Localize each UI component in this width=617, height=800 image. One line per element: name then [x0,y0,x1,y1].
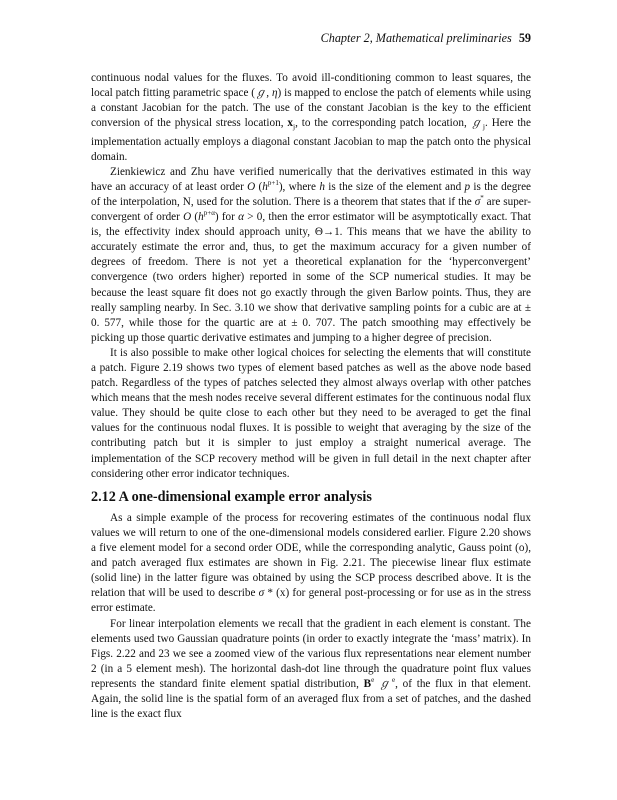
text-run: h [198,211,204,224]
text-run: is the degree of the interpolation, N, used for the solution. There is a theorem that states that if the [91,180,531,208]
paragraph-group-2 [91,511,531,722]
text-run: ℊ, η [255,87,278,100]
text-run: ), where [278,180,320,193]
text-run: α [238,211,244,224]
text-run: ℊ [374,677,393,690]
paragraph-p3 [91,346,531,482]
page-number: 59 [518,31,531,45]
text-run: Zienkiewicz and Zhu have verified numerically that the derivatives estimated in this way have an accuracy of at least order [91,165,531,193]
section-heading: 2.12 A one-dimensional example error analysis [91,488,372,505]
text-run: O [247,180,256,193]
text-run: B [363,677,372,690]
paragraph-p1 [91,71,531,165]
chapter-title: Chapter 2, Mathematical preliminaries [320,31,512,45]
text-run: e [392,675,396,684]
body-text [91,71,531,722]
text-run: > 0, then the error estimator will be asymptotically exact. That is, the effectivity index should approach unity, Θ→1. This means that we have the ability to accurately estimate the error and, thus, to get the maximum accuracy for a given number of degrees of freedom. There is not yet a theoretical explanation for the ‘hyperconvergent’ convergence (two orders higher) reported in some of the SCP numerical studies. It may be because the least square fit does not go exactly through the given Barlow points. Thus, they are really sampling nearby. In Sec. 3.10 we show that derivative sampling points for a cubic are at ± 0. 577, while those for the quartic are at ± 0. 707. The patch smoothing may effectively be picking up those quartic derivative estimates and jumping to a higher degree of precision. [91,211,531,344]
text-run: ℊ [470,117,483,130]
text-run: ( [255,180,263,193]
text-run: continuous nodal values for the fluxes. To avoid ill-conditioning common to least squares, the local patch fitting parametric space ( [91,72,531,100]
text-run: . Here the implementation actually employs a diagonal constant Jacobian to map the patch onto the physical domain. [91,117,531,163]
text-run: For linear interpolation elements we recall that the gradient in each element is constant. The elements used two Gaussian quadrature points (in order to exactly integrate the ‘mass’ matrix). In Figs. 2.22 and 23 we see a zoomed view of the various flux representations near element number 2 (in a 5 element mesh). The horizontal dash-dot line through the quadrature point flux values represents the standard finite element spatial distribution, [91,617,531,690]
text-run: O [183,211,192,224]
text-run: j [292,122,296,132]
text-run: p+1 [267,178,279,187]
text-run: σ [474,195,481,208]
text-run: * [480,193,484,202]
text-run: , to the corresponding patch location, [295,117,471,130]
text-run: j [482,122,486,132]
paragraph-group-1 [91,71,531,482]
text-run: ) for [214,211,239,224]
text-run: is the size of the element and [324,180,465,193]
text-run: ( [191,211,199,224]
text-run: It is also possible to make other logical choices for selecting the elements that will constitute a patch. Figure 2.19 shows two types of element based patches as well as the above node based patch. Regardless of the types of patches selected they almost always overlap with other patches which means that the mesh nodes receive several different estimates for the continuous nodal flux value. They should be quite close to each other but they need to be averaged to get the final values for the continuous nodal fluxes. It is possible to weight that averaging by the size of the contributing patch but it is simpler to just employ a straight numerical average. The implementation of the SCP recovery method will be given in full detail in the next chapter after considering other error indicator techniques. [91,346,531,480]
paragraph-p5 [91,617,531,723]
running-header [321,31,531,46]
text-run: h [319,180,325,193]
text-run: * (x) for general post-processing or for use as in the stress error estimate. [91,587,531,615]
text-run: ) is mapped to enclose the patch of elements while using a constant Jacobian for the patch. The use of the constant Jacobian is the key to the efficient conversion of the physical stress location, [91,87,531,130]
text-run: , of the flux in that element. Again, the solid line is the spatial form of an averaged flux from a set of patches, and the dashed line is the exact flux [91,677,531,721]
text-run: p [464,180,471,193]
text-run: e [371,675,375,684]
paragraph-p2 [91,165,531,346]
text-run: As a simple example of the process for recovering estimates of the continuous nodal flux values we will return to one of the one-dimensional models considered earlier. Figure 2.20 shows a five element model for a second order ODE, while the corresponding analytic, Gauss point (o), and patch averaged flux estimates are shown in Fig. 2.21. The piecewise linear flux estimate (solid line) in the latter figure was obtained by using the SCP process described above. It is the relation that will be used to describe [91,511,531,600]
paragraph-p4 [91,511,531,617]
text-run: x [287,117,293,130]
text-run: are super-convergent of order [91,195,531,224]
text-run: σ [258,587,265,600]
text-run: h [262,180,268,193]
text-run: p+α [203,209,215,218]
